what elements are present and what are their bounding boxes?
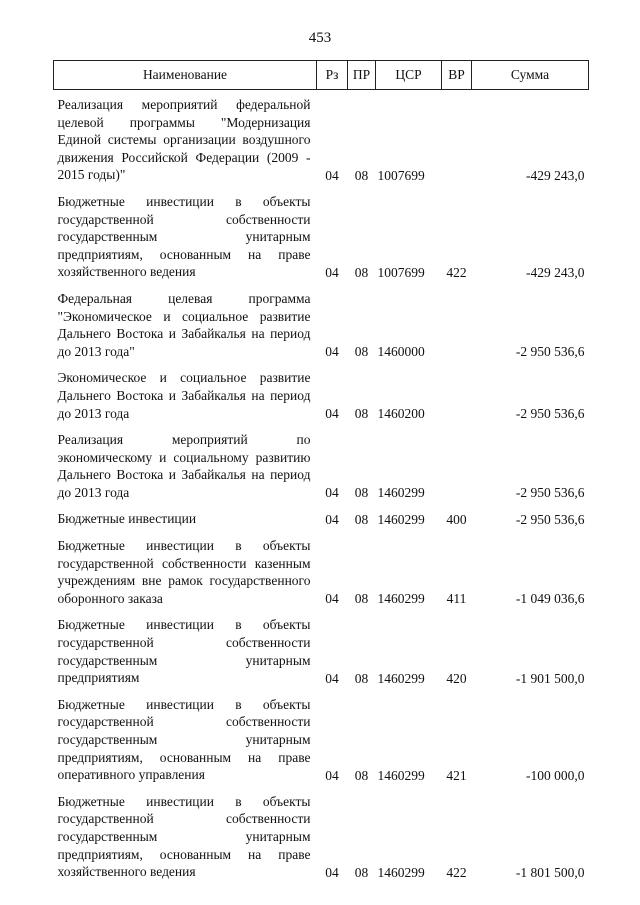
row-name: Экономическое и социальное развитие Дальнего Востока и Забайкалья на период до 2013 года (57, 370, 311, 421)
row-csr: 1460000 (377, 344, 425, 360)
row-pr: 08 (354, 767, 369, 783)
row-rz: 04 (325, 512, 339, 528)
row-csr: 1460299 (377, 485, 425, 501)
header-vr: ВР (442, 61, 472, 90)
header-rz: Рз (317, 61, 348, 90)
row-vr: 400 (446, 512, 467, 528)
table-row (54, 290, 589, 369)
row-pr: 08 (354, 864, 369, 880)
row-vr: 421 (446, 767, 467, 783)
row-name: Реализация мероприятий по экономическому и социальному развитию Дальнего Востока и Забайкалья на период до 2013 года (57, 432, 311, 500)
row-sum: -2 950 536,6 (515, 485, 585, 501)
row-rz: 04 (325, 591, 339, 607)
budget-table (53, 60, 589, 890)
row-sum: -2 950 536,6 (515, 344, 585, 360)
row-csr: 1460299 (377, 670, 425, 686)
table-row (54, 510, 589, 537)
row-csr: 1460299 (377, 767, 425, 783)
row-name: Бюджетные инвестиции в объекты государственной собственности казенным учреждениям вне рамок государственного оборонного заказа (57, 538, 311, 606)
row-sum: -429 243,0 (526, 264, 585, 280)
row-vr (442, 90, 472, 193)
table-row (54, 90, 589, 193)
table-row (54, 793, 589, 890)
row-name: Бюджетные инвестиции в объекты государственной собственности государственным унитарным предприятиям (57, 617, 311, 686)
header-sum: Сумма (472, 61, 589, 90)
row-csr: 1460299 (377, 591, 425, 607)
row-sum: -1 801 500,0 (515, 864, 585, 880)
row-vr (442, 431, 472, 510)
row-vr: 422 (446, 264, 467, 280)
row-csr: 1460299 (377, 864, 425, 880)
row-rz: 04 (325, 344, 339, 360)
row-vr: 422 (446, 864, 467, 880)
row-rz: 04 (325, 670, 339, 686)
row-rz: 04 (325, 485, 339, 501)
row-sum: -2 950 536,6 (515, 512, 585, 528)
table-row (54, 696, 589, 793)
row-csr: 1460299 (377, 512, 425, 528)
table-header-row (54, 61, 589, 90)
row-csr: 1460200 (377, 406, 425, 422)
table-row (54, 537, 589, 616)
row-vr (442, 290, 472, 369)
row-csr: 1007699 (377, 264, 425, 280)
row-name: Федеральная целевая программа "Экономическое и социальное развитие Дальнего Востока и Забайкалья на период до 2013 года" (57, 290, 311, 359)
row-rz: 04 (325, 767, 339, 783)
row-sum: -2 950 536,6 (515, 406, 585, 422)
row-rz: 04 (325, 167, 339, 183)
row-pr: 08 (354, 344, 369, 360)
header-csr: ЦСР (376, 61, 442, 90)
row-name: Бюджетные инвестиции (57, 511, 197, 527)
row-pr: 08 (354, 670, 369, 686)
row-pr: 08 (354, 591, 369, 607)
row-name: Бюджетные инвестиции в объекты государственной собственности государственным унитарным предприятиям, основанным на праве хозяйственного ведения (57, 793, 311, 880)
header-name: Наименование (54, 61, 317, 90)
row-pr: 08 (354, 512, 369, 528)
header-pr: ПР (348, 61, 376, 90)
row-rz: 04 (325, 406, 339, 422)
row-name: Бюджетные инвестиции в объекты государственной собственности государственным унитарным предприятиям, основанным на праве хозяйственного ведения (57, 193, 311, 280)
row-sum: -1 049 036,6 (515, 591, 585, 607)
row-sum: -429 243,0 (526, 167, 585, 183)
row-vr: 420 (446, 670, 467, 686)
row-sum: -1 901 500,0 (515, 670, 585, 686)
row-pr: 08 (354, 406, 369, 422)
row-vr: 411 (446, 591, 467, 607)
table-row (54, 431, 589, 510)
row-name: Бюджетные инвестиции в объекты государственной собственности государственным унитарным предприятиям, основанным на праве оперативного управления (57, 696, 311, 783)
row-rz: 04 (325, 264, 339, 280)
row-rz: 04 (325, 864, 339, 880)
row-name: Реализация мероприятий федеральной целевой программы "Модернизация Единой системы организации воздушного движения Российской Федерации (2009 - 2015 годы)" (57, 97, 311, 183)
row-sum: -100 000,0 (526, 767, 585, 783)
row-pr: 08 (354, 485, 369, 501)
row-vr (442, 369, 472, 431)
row-csr: 1007699 (377, 167, 425, 183)
row-pr: 08 (354, 167, 369, 183)
table-row (54, 369, 589, 431)
table-row (54, 616, 589, 695)
row-pr: 08 (354, 264, 369, 280)
table-row (54, 193, 589, 290)
page-number: 453 (308, 30, 332, 46)
